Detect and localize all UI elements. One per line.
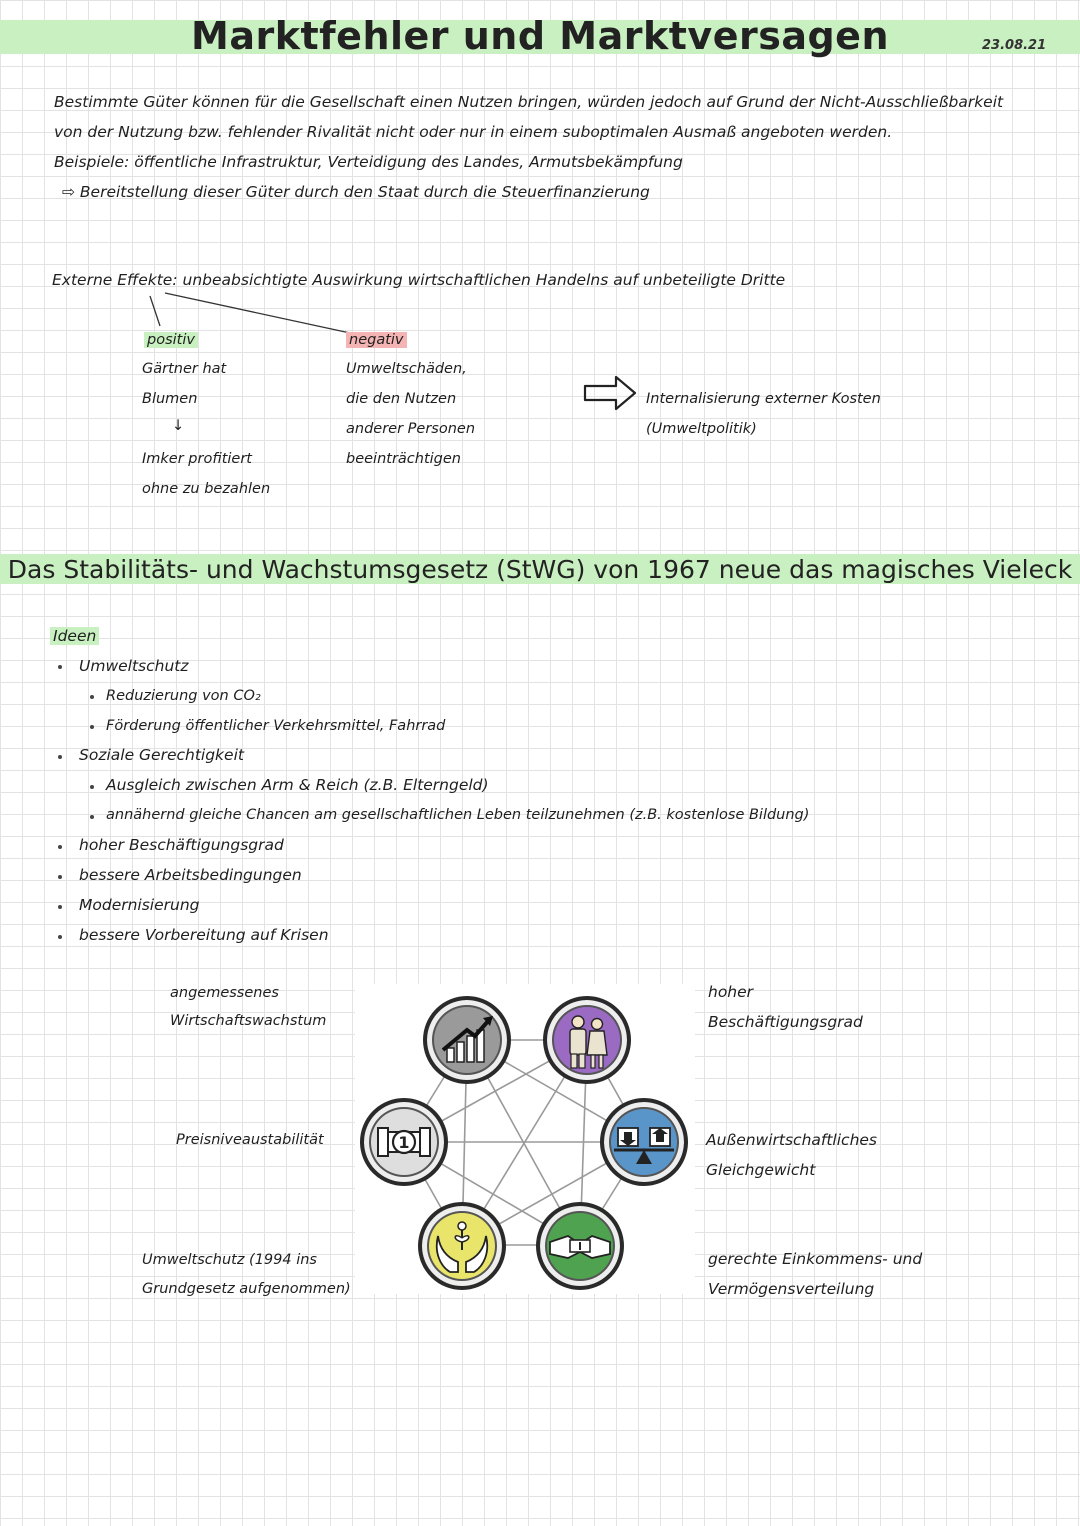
date: 23.08.21 <box>982 38 1047 53</box>
trade-balance-icon <box>600 1098 688 1186</box>
label-trade-2: Gleichgewicht <box>706 1161 816 1179</box>
negative-label: negativ <box>346 332 407 348</box>
label-employment-1: hoher <box>708 983 754 1001</box>
negative-line-3: anderer Personen <box>346 421 476 437</box>
positive-line-1: Gärtner hat <box>142 361 227 377</box>
positive-line-2: Blumen <box>142 391 198 407</box>
label-price-stability: Preisniveaustabilität <box>176 1132 324 1148</box>
external-effects-term: Externe Effekte: <box>52 271 178 289</box>
intro-line-2: von der Nutzung bzw. fehlender Rivalität nicht oder nur in einem suboptimalen Ausmaß angeboten werden. <box>54 123 893 141</box>
workers-icon <box>543 996 631 1084</box>
positive-label: positiv <box>144 332 198 348</box>
section-heading: Das Stabilitäts- und Wachstumsgesetz (StWG) von 1967 neue das magisches Vieleck <box>7 555 1073 584</box>
hands-plant-icon <box>418 1202 506 1290</box>
idea-environment-co2: Reduzierung von CO₂ <box>106 688 261 704</box>
idea-modernisation: Modernisierung <box>79 896 200 914</box>
idea-working-conditions: bessere Arbeitsbedingungen <box>79 866 302 884</box>
negative-line-1: Umweltschäden, <box>346 361 467 377</box>
intro-line-4: ⇨ Bereitstellung dieser Güter durch den Staat durch die Steuerfinanzierung <box>62 183 650 201</box>
idea-crisis: bessere Vorbereitung auf Krisen <box>79 926 329 944</box>
page-title: Marktfehler und Marktversagen <box>191 14 889 58</box>
label-trade-1: Außenwirtschaftliches <box>706 1131 878 1149</box>
growth-chart-icon <box>423 996 511 1084</box>
negative-line-2: die den Nutzen <box>346 391 457 407</box>
idea-social-chances: annähernd gleiche Chancen am gesellschaftlichen Leben teilzunehmen (z.B. kostenlose Bildung) <box>106 807 810 823</box>
positive-line-3: Imker profitiert <box>142 451 252 467</box>
intro-line-1: Bestimmte Güter können für die Gesellschaft einen Nutzen bringen, würden jedoch auf Grund der Nicht-Ausschließbarkeit <box>54 93 1004 111</box>
result-line-2: (Umweltpolitik) <box>646 421 757 437</box>
positive-line-4: ohne zu bezahlen <box>142 481 271 497</box>
idea-environment: Umweltschutz <box>79 657 189 675</box>
idea-employment: hoher Beschäftigungsgrad <box>79 836 284 854</box>
positive-down-arrow: ↓ <box>172 418 185 434</box>
label-environment-1: Umweltschutz (1994 ins <box>142 1252 317 1268</box>
label-environment-2: Grundgesetz aufgenommen) <box>142 1281 351 1297</box>
idea-social-justice: Soziale Gerechtigkeit <box>79 746 244 764</box>
coin-press-icon <box>360 1098 448 1186</box>
label-employment-2: Beschäftigungsgrad <box>708 1013 863 1031</box>
idea-environment-transport: Förderung öffentlicher Verkehrsmittel, Fahrrad <box>106 718 446 734</box>
label-growth-2: Wirtschaftswachstum <box>170 1013 327 1029</box>
intro-line-3: Beispiele: öffentliche Infrastruktur, Verteidigung des Landes, Armutsbekämpfung <box>54 153 683 171</box>
label-growth-1: angemessenes <box>170 985 279 1001</box>
label-income-1: gerechte Einkommens- und <box>708 1250 923 1268</box>
coin-label: 1 <box>398 1133 410 1152</box>
ideas-label: Ideen <box>50 627 99 645</box>
label-income-2: Vermögensverteilung <box>708 1280 875 1298</box>
negative-line-4: beeinträchtigen <box>346 451 461 467</box>
handshake-money-icon <box>536 1202 624 1290</box>
result-line-1: Internalisierung externer Kosten <box>646 391 881 407</box>
idea-social-balance: Ausgleich zwischen Arm & Reich (z.B. Elterngeld) <box>106 776 489 794</box>
external-effects-definition: unbeabsichtigte Auswirkung wirtschaftlichen Handelns auf unbeteiligte Dritte <box>182 271 786 289</box>
